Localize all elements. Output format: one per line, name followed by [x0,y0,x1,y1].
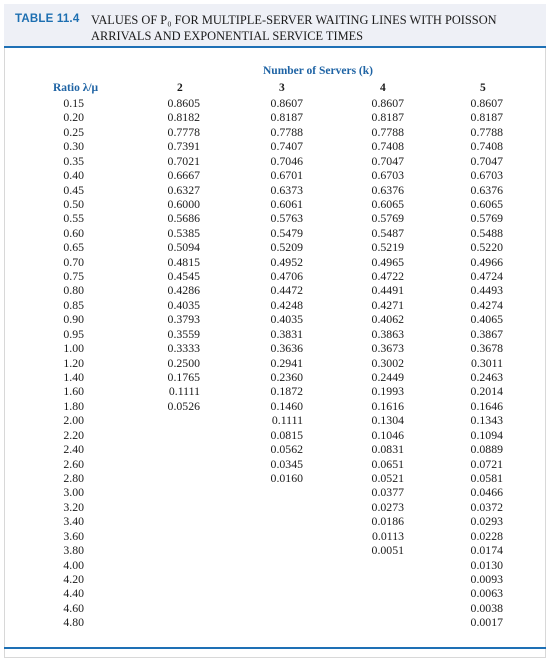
servers-4-cell: 0.6376 [371,182,404,197]
ratio-cell: 2.00 [63,413,84,428]
top-rule [4,46,546,48]
servers-2-cell: 0.5686 [167,211,200,226]
servers-4-cell: 0.4271 [371,297,404,312]
servers-4-cell: 0.7047 [371,153,404,168]
servers-5-cell: 0.0581 [470,470,503,485]
servers-4-cell: 0.5219 [371,240,404,255]
servers-4-cell: 0.6065 [371,196,404,211]
table-row [0,183,550,197]
table-row [0,356,550,370]
ratio-cell: 0.55 [63,211,84,226]
table-row [0,586,550,600]
servers-3-cell: 0.7788 [270,124,303,139]
table-title [91,12,531,44]
table-row [0,399,550,413]
ratio-cell: 3.40 [63,514,84,529]
servers-4-cell: 0.5487 [371,225,404,240]
table-row [0,255,550,269]
table-row [0,601,550,615]
servers-4-cell: 0.0051 [371,543,404,558]
ratio-cell: 4.40 [63,586,84,601]
ratio-cell: 3.60 [63,528,84,543]
servers-5-cell: 0.7788 [470,124,503,139]
table-row [0,471,550,485]
servers-3-cell: 0.7407 [270,139,303,154]
table-row [0,168,550,182]
servers-5-cell: 0.0130 [470,557,503,572]
servers-5-cell: 0.0889 [470,442,503,457]
servers-5-cell: 0.7047 [470,153,503,168]
table-row [0,96,550,110]
servers-5-cell: 0.2463 [470,370,503,385]
servers-4-cell: 0.1993 [371,384,404,399]
servers-4-cell: 0.3673 [371,341,404,356]
ratio-cell: 0.65 [63,240,84,255]
table-row [0,413,550,427]
servers-4-cell: 0.0186 [371,514,404,529]
servers-3-cell: 0.0160 [270,470,303,485]
servers-3-cell: 0.4952 [270,254,303,269]
servers-3-cell: 0.6373 [270,182,303,197]
servers-2-cell: 0.0526 [167,398,200,413]
ratio-cell: 1.60 [63,384,84,399]
servers-4-cell: 0.5769 [371,211,404,226]
servers-3-cell: 0.5209 [270,240,303,255]
servers-5-cell: 0.8607 [470,96,503,110]
ratio-cell: 0.30 [63,139,84,154]
ratio-cell: 4.60 [63,600,84,615]
servers-4-cell: 0.6703 [371,168,404,183]
servers-4-cell: 0.4965 [371,254,404,269]
servers-5-cell: 0.4724 [470,269,503,284]
servers-2-cell: 0.7021 [167,153,200,168]
servers-4-cell: 0.8607 [371,96,404,110]
table-row [0,457,550,471]
servers-2-cell: 0.6000 [167,196,200,211]
servers-2-cell: 0.4035 [167,297,200,312]
table-row [0,615,550,629]
servers-2-cell: 0.4815 [167,254,200,269]
servers-4-cell: 0.1616 [371,398,404,413]
ratio-cell: 2.60 [63,456,84,471]
servers-3-cell: 0.2941 [270,355,303,370]
table-row [0,283,550,297]
servers-5-cell: 0.5769 [470,211,503,226]
ratio-cell: 4.20 [63,571,84,586]
ratio-cell: 0.50 [63,196,84,211]
servers-4-cell: 0.1046 [371,427,404,442]
ratio-cell: 2.20 [63,427,84,442]
servers-4-cell: 0.4491 [371,283,404,298]
table-row [0,529,550,543]
servers-3-cell: 0.8187 [270,110,303,125]
ratio-cell: 0.90 [63,312,84,327]
servers-4-cell: 0.0651 [371,456,404,471]
servers-2-cell: 0.2500 [167,355,200,370]
ratio-cell: 0.25 [63,124,84,139]
ratio-cell: 1.00 [63,341,84,356]
servers-3-cell: 0.1872 [270,384,303,399]
servers-5-cell: 0.0038 [470,600,503,615]
servers-2-cell: 0.7391 [167,139,200,154]
table-row [0,370,550,384]
servers-3-cell: 0.3831 [270,326,303,341]
table-row [0,500,550,514]
ratio-cell: 0.45 [63,182,84,197]
servers-4-cell: 0.3863 [371,326,404,341]
servers-5-cell: 0.6065 [470,196,503,211]
table-row [0,110,550,124]
servers-3-cell: 0.5479 [270,225,303,240]
servers-2-cell: 0.8605 [167,96,200,110]
ratio-cell: 0.95 [63,326,84,341]
servers-5-cell: 0.1343 [470,413,503,428]
table-row [0,298,550,312]
servers-5-cell: 0.4065 [470,312,503,327]
servers-4-cell: 0.0273 [371,499,404,514]
servers-3-cell: 0.4248 [270,297,303,312]
servers-5-cell: 0.4274 [470,297,503,312]
servers-5-column-header: 5 [480,82,486,94]
ratio-cell: 0.35 [63,153,84,168]
table-row [0,312,550,326]
servers-3-cell: 0.4472 [270,283,303,298]
table-row [0,327,550,341]
ratio-cell: 3.00 [63,485,84,500]
table-row [0,240,550,254]
servers-3-cell: 0.6701 [270,168,303,183]
table-row [0,384,550,398]
servers-spanner-heading: Number of Servers (k) [263,65,373,77]
servers-3-cell: 0.1460 [270,398,303,413]
servers-4-cell: 0.0113 [371,528,404,543]
servers-5-cell: 0.3867 [470,326,503,341]
servers-5-cell: 0.0721 [470,456,503,471]
ratio-cell: 0.70 [63,254,84,269]
servers-2-cell: 0.4545 [167,269,200,284]
servers-5-cell: 0.6703 [470,168,503,183]
servers-2-cell: 0.8182 [167,110,200,125]
ratio-cell: 1.20 [63,355,84,370]
table-row [0,543,550,557]
ratio-cell: 1.80 [63,398,84,413]
servers-5-cell: 0.0228 [470,528,503,543]
servers-4-cell: 0.7408 [371,139,404,154]
servers-5-cell: 0.0293 [470,514,503,529]
servers-4-cell: 0.3002 [371,355,404,370]
servers-2-cell: 0.6667 [167,168,200,183]
table-number: TABLE 11.4 [15,13,80,25]
servers-5-cell: 0.0093 [470,571,503,586]
table-title-line-2: ARRIVALS AND EXPONENTIAL SERVICE TIMES [91,29,364,43]
table-row [0,197,550,211]
servers-4-cell: 0.1304 [371,413,404,428]
table-row [0,572,550,586]
table-row [0,341,550,355]
ratio-cell: 3.80 [63,543,84,558]
servers-2-cell: 0.4286 [167,283,200,298]
servers-5-cell: 0.0466 [470,485,503,500]
servers-5-cell: 0.1094 [470,427,503,442]
ratio-cell: 0.60 [63,225,84,240]
servers-2-cell: 0.1765 [167,370,200,385]
bottom-rule [4,647,546,649]
servers-3-cell: 0.3636 [270,341,303,356]
ratio-cell: 1.40 [63,370,84,385]
servers-5-cell: 0.0017 [470,615,503,630]
servers-5-cell: 0.5488 [470,225,503,240]
servers-4-cell: 0.0377 [371,485,404,500]
ratio-cell: 3.20 [63,499,84,514]
servers-2-cell: 0.3333 [167,341,200,356]
servers-3-column-header: 3 [279,82,285,94]
servers-2-cell: 0.3793 [167,312,200,327]
ratio-cell: 0.20 [63,110,84,125]
servers-5-cell: 0.4493 [470,283,503,298]
servers-5-cell: 0.1646 [470,398,503,413]
servers-4-cell: 0.4062 [371,312,404,327]
column-headers [0,82,550,97]
ratio-cell: 4.00 [63,557,84,572]
servers-4-cell: 0.8187 [371,110,404,125]
servers-2-cell: 0.3559 [167,326,200,341]
servers-3-cell: 0.0562 [270,442,303,457]
servers-5-cell: 0.6376 [470,182,503,197]
table-row [0,514,550,528]
servers-5-cell: 0.8187 [470,110,503,125]
servers-5-cell: 0.0372 [470,499,503,514]
servers-2-cell: 0.1111 [168,384,200,399]
ratio-cell: 4.80 [63,615,84,630]
table-row [0,558,550,572]
servers-5-cell: 0.2014 [470,384,503,399]
table-row [0,428,550,442]
ratio-cell: 0.15 [63,96,84,110]
servers-3-cell: 0.6061 [270,196,303,211]
table-row [0,269,550,283]
table-row [0,139,550,153]
servers-3-cell: 0.4035 [270,312,303,327]
servers-5-cell: 0.0174 [470,543,503,558]
servers-3-cell: 0.5763 [270,211,303,226]
ratio-cell: 0.80 [63,283,84,298]
servers-2-cell: 0.5385 [167,225,200,240]
ratio-cell: 2.40 [63,442,84,457]
servers-5-cell: 0.0063 [470,586,503,601]
servers-5-cell: 0.3011 [470,355,503,370]
table-title-line-1: VALUES OF P₀ FOR MULTIPLE-SERVER WAITING LINES WITH POISSON [91,13,497,27]
servers-3-cell: 0.1111 [271,413,303,428]
ratio-column-header: Ratio λ/μ [53,82,99,94]
servers-4-column-header: 4 [380,82,386,94]
table-row [0,442,550,456]
servers-4-cell: 0.2449 [371,370,404,385]
ratio-cell: 0.40 [63,168,84,183]
servers-5-cell: 0.5220 [470,240,503,255]
table-body [0,96,550,630]
servers-2-cell: 0.6327 [167,182,200,197]
servers-4-cell: 0.0831 [371,442,404,457]
servers-2-column-header: 2 [177,82,183,94]
servers-3-cell: 0.8607 [270,96,303,110]
servers-3-cell: 0.0815 [270,427,303,442]
servers-4-cell: 0.4722 [371,269,404,284]
servers-3-cell: 0.4706 [270,269,303,284]
table-row [0,485,550,499]
ratio-cell: 2.80 [63,470,84,485]
servers-5-cell: 0.4966 [470,254,503,269]
servers-4-cell: 0.7788 [371,124,404,139]
servers-5-cell: 0.3678 [470,341,503,356]
servers-2-cell: 0.7778 [167,124,200,139]
ratio-cell: 0.85 [63,297,84,312]
table-row [0,226,550,240]
servers-3-cell: 0.2360 [270,370,303,385]
table-row [0,154,550,168]
servers-3-cell: 0.7046 [270,153,303,168]
servers-5-cell: 0.7408 [470,139,503,154]
table-header-band [4,4,546,46]
servers-4-cell: 0.0521 [371,470,404,485]
ratio-cell: 0.75 [63,269,84,284]
servers-2-cell: 0.5094 [167,240,200,255]
table-row [0,211,550,225]
servers-3-cell: 0.0345 [270,456,303,471]
table-row [0,125,550,139]
